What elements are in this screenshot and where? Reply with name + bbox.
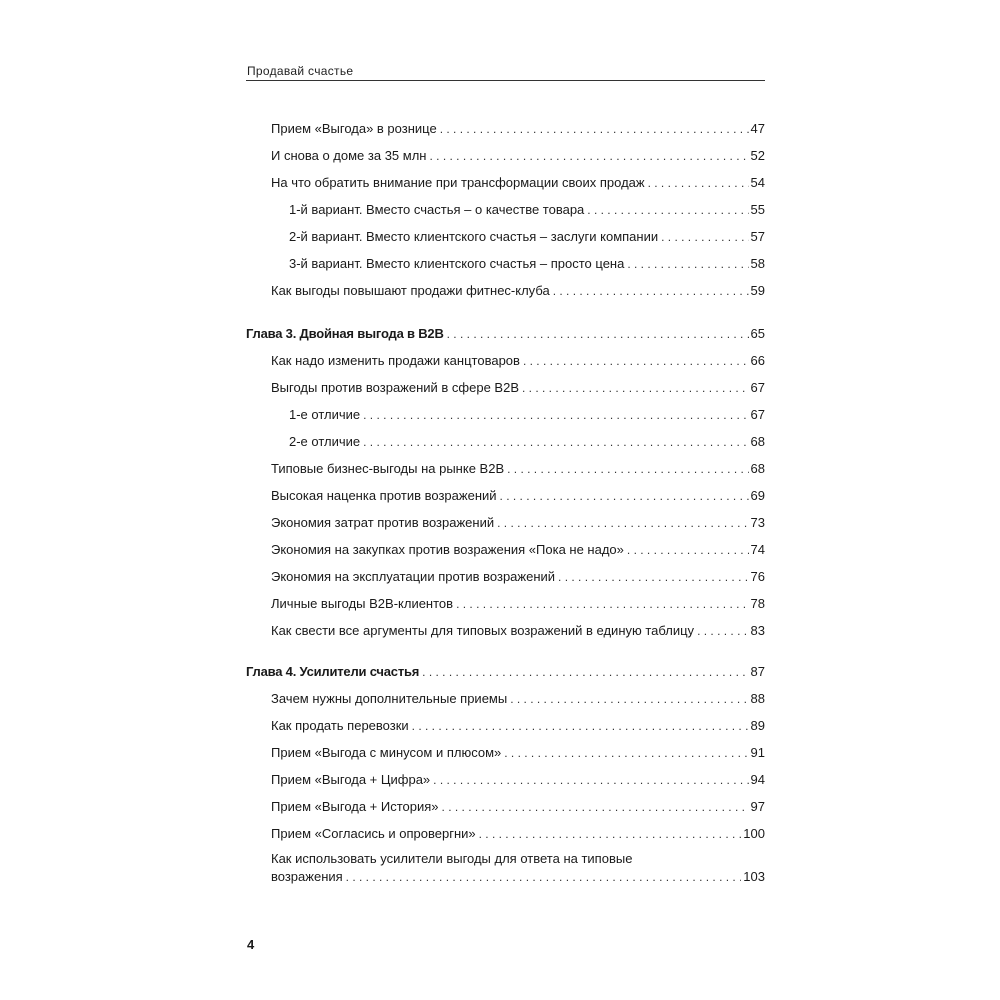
toc-entry[interactable] xyxy=(271,826,765,842)
toc-entry[interactable] xyxy=(271,691,765,707)
toc-entry-page: 88 xyxy=(750,691,765,706)
dot-leader xyxy=(447,326,749,342)
toc-entry-page: 52 xyxy=(750,148,765,163)
toc-entry-title: Как надо изменить продажи канцтоваров xyxy=(271,353,520,368)
toc-entry-title: 2-й вариант. Вместо клиентского счастья – заслуги компании xyxy=(289,229,659,244)
toc-chapter-title: Глава 3. Двойная выгода в B2B xyxy=(246,326,444,341)
dot-leader xyxy=(429,148,748,164)
toc-entry-page: 68 xyxy=(750,434,765,449)
toc-entry-title: 1-й вариант. Вместо счастья – о качестве товара xyxy=(289,202,585,217)
dot-leader xyxy=(587,202,748,218)
toc-entry-page: 55 xyxy=(750,202,765,217)
toc-chapter-title: Глава 4. Усилители счастья xyxy=(246,664,420,679)
toc-entry[interactable] xyxy=(271,745,765,761)
toc-entry[interactable] xyxy=(271,623,765,639)
toc-entry-title: Экономия затрат против возражений xyxy=(271,515,495,530)
toc-entry-page: 69 xyxy=(750,488,765,503)
toc-chapter[interactable] xyxy=(246,664,765,680)
toc-entry[interactable] xyxy=(271,148,765,164)
dot-leader xyxy=(479,826,742,842)
toc-chapter[interactable] xyxy=(246,326,765,342)
toc-entry-title: Как свести все аргументы для типовых возражений в единую таблицу xyxy=(271,623,695,638)
toc-entry-title: Экономия на закупках против возражения «Пока не надо» xyxy=(271,542,624,557)
dot-leader xyxy=(433,772,748,788)
dot-leader xyxy=(422,664,748,680)
toc-entry-title: Зачем нужны дополнительные приемы xyxy=(271,691,508,706)
dot-leader xyxy=(504,745,748,761)
toc-entry-title: Выгоды против возражений в сфере B2B xyxy=(271,380,519,395)
toc-entry-page: 59 xyxy=(750,283,765,298)
toc-entry-page: 97 xyxy=(750,799,765,814)
toc-entry[interactable] xyxy=(271,799,765,815)
toc-entry-title-line1: Как использовать усилители выгоды для ответа на типовые xyxy=(271,851,633,866)
dot-leader xyxy=(500,488,749,504)
toc-entry-page: 54 xyxy=(750,175,765,190)
running-head: Продавай счастье xyxy=(247,64,354,78)
toc-entry-page: 76 xyxy=(750,569,765,584)
toc-entry[interactable] xyxy=(271,869,765,885)
dot-leader xyxy=(510,691,748,707)
toc-entry-title: 2-е отличие xyxy=(289,434,361,449)
toc-entry-title: И снова о доме за 35 млн xyxy=(271,148,427,163)
dot-leader xyxy=(627,256,748,272)
toc-entry[interactable] xyxy=(289,407,765,423)
dot-leader xyxy=(523,353,749,369)
toc-entry-title: Типовые бизнес-выгоды на рынке B2B xyxy=(271,461,505,476)
toc-entry-page: 83 xyxy=(750,623,765,638)
dot-leader xyxy=(553,283,749,299)
dot-leader xyxy=(522,380,749,396)
toc-entry-page: 66 xyxy=(750,353,765,368)
dot-leader xyxy=(497,515,748,531)
dot-leader xyxy=(456,596,748,612)
toc-entry[interactable] xyxy=(271,542,765,558)
toc-entry-title: Как продать перевозки xyxy=(271,718,409,733)
toc-entry-title: Прием «Выгода» в рознице xyxy=(271,121,437,136)
toc-entry-page: 68 xyxy=(750,461,765,476)
toc-entry-page: 78 xyxy=(750,596,765,611)
toc-entry-page: 103 xyxy=(743,869,765,884)
toc-entry-page: 91 xyxy=(750,745,765,760)
dot-leader xyxy=(412,718,749,734)
toc-entry-title: Прием «Выгода с минусом и плюсом» xyxy=(271,745,502,760)
toc-entry-title: Высокая наценка против возражений xyxy=(271,488,497,503)
page-number: 4 xyxy=(247,937,255,952)
toc-entry-title: возражения xyxy=(271,869,343,884)
dot-leader xyxy=(558,569,748,585)
toc-entry-page: 89 xyxy=(750,718,765,733)
toc-entry-title: На что обратить внимание при трансформации своих продаж xyxy=(271,175,645,190)
toc-entry-page: 67 xyxy=(750,407,765,422)
toc-entry[interactable] xyxy=(271,718,765,734)
toc-entry[interactable] xyxy=(271,121,765,137)
toc-entry[interactable] xyxy=(271,569,765,585)
toc-entry-title: Экономия на эксплуатации против возражений xyxy=(271,569,556,584)
toc-entry-title: Личные выгоды B2B-клиентов xyxy=(271,596,454,611)
toc-entry[interactable] xyxy=(271,772,765,788)
dot-leader xyxy=(363,407,748,423)
toc-entry-page: 74 xyxy=(750,542,765,557)
toc-entry-page: 47 xyxy=(750,121,765,136)
toc-entry-page: 67 xyxy=(750,380,765,395)
dot-leader xyxy=(440,121,749,137)
toc-entry-page: 94 xyxy=(750,772,765,787)
toc-entry[interactable] xyxy=(271,283,765,299)
toc-entry-title: Прием «Согласись и опровергни» xyxy=(271,826,476,841)
toc-entry-page: 57 xyxy=(750,229,765,244)
toc-entry[interactable] xyxy=(289,434,765,450)
toc-entry-page: 100 xyxy=(743,826,765,841)
toc-entry[interactable] xyxy=(271,380,765,396)
toc-entry[interactable] xyxy=(289,256,765,272)
toc-entry[interactable] xyxy=(271,461,765,477)
dot-leader xyxy=(442,799,749,815)
dot-leader xyxy=(346,869,742,885)
toc-entry[interactable] xyxy=(271,175,765,191)
toc-entry-title: Прием «Выгода + История» xyxy=(271,799,439,814)
toc-entry[interactable] xyxy=(271,353,765,369)
toc-entry-page: 73 xyxy=(750,515,765,530)
toc-entry[interactable] xyxy=(289,202,765,218)
dot-leader xyxy=(648,175,749,191)
dot-leader xyxy=(627,542,749,558)
toc-entry[interactable] xyxy=(271,488,765,504)
toc-chapter-page: 65 xyxy=(750,326,765,341)
dot-leader xyxy=(363,434,748,450)
toc-entry[interactable] xyxy=(271,596,765,612)
dot-leader xyxy=(507,461,748,477)
toc-entry[interactable] xyxy=(271,515,765,531)
toc-entry-title: 3-й вариант. Вместо клиентского счастья – просто цена xyxy=(289,256,625,271)
toc-chapter-page: 87 xyxy=(750,664,765,679)
dot-leader xyxy=(661,229,748,245)
toc-entry-title: Как выгоды повышают продажи фитнес-клуба xyxy=(271,283,550,298)
dot-leader xyxy=(697,623,748,639)
toc-entry-page: 58 xyxy=(750,256,765,271)
toc-entry-title: 1-е отличие xyxy=(289,407,361,422)
toc-entry-title: Прием «Выгода + Цифра» xyxy=(271,772,431,787)
toc-entry[interactable] xyxy=(289,229,765,245)
